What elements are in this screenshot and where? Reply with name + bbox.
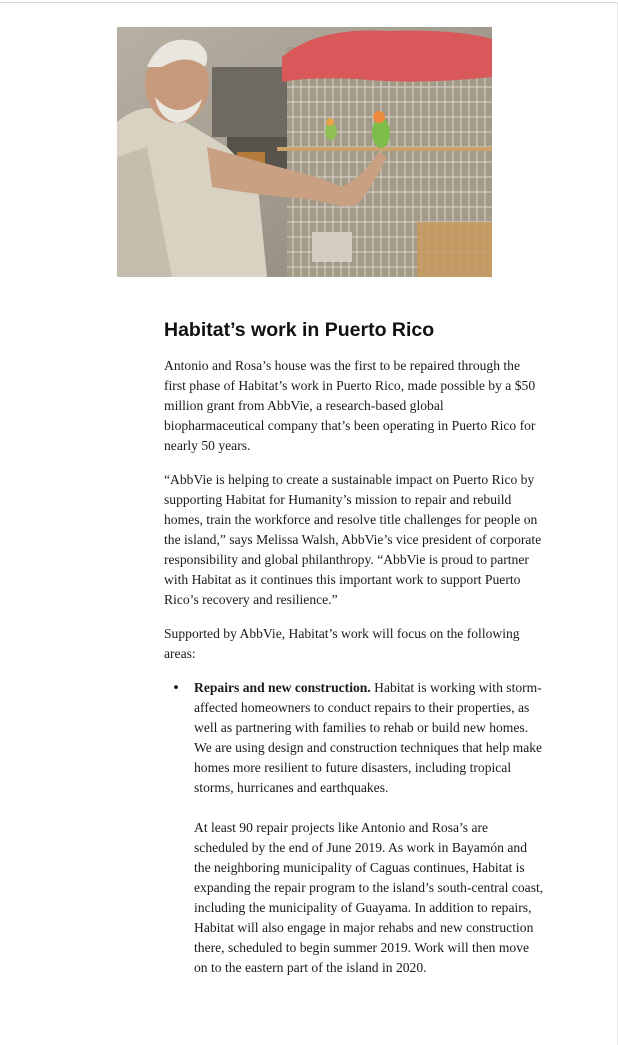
bullet-icon: • <box>172 680 181 696</box>
list-item-title: Repairs and new construction. <box>194 680 371 695</box>
focus-areas-list <box>164 678 544 978</box>
list-item-text <box>194 678 544 798</box>
article-body <box>164 318 544 998</box>
list-item-description: Habitat is working with storm-affected homeowners to conduct repairs to their properties, as well as partnering with families to rehab or build new homes. We are using design and construction techniques that help make homes more resilient to future disasters, including tropical storms, hurricanes and earthquakes. <box>194 680 543 795</box>
hero-photo <box>117 27 492 277</box>
paragraph-quote: “AbbVie is helping to create a sustainable impact on Puerto Rico by supporting Habitat for Humanity’s mission to repair and rebuild homes, train the workforce and resolve title challenges for people on the island,” says Melissa Walsh, AbbVie’s vice president of corporate responsibility and global philanthropy. “AbbVie is proud to partner with Habitat as it continues this important work to support Puerto Rico’s recovery and resilience.” <box>164 472 542 607</box>
top-divider <box>0 2 618 3</box>
list-item <box>164 678 544 978</box>
section-heading: Habitat’s work in Puerto Rico <box>164 319 435 341</box>
list-item-followup: At least 90 repair projects like Antonio and Rosa’s are scheduled by the end of June 2019. As work in Bayamón and the neighboring municipality of Caguas continues, Habitat is expanding the repair program to the island’s south-central coast, including the municipality of Guayama. In addition to repairs, Habitat will also engage in major rehabs and new construction there, scheduled to begin summer 2019. Work will then move on to the eastern part of the island in 2020. <box>194 820 544 975</box>
paragraph-focus-areas: Supported by AbbVie, Habitat’s work will focus on the following areas: <box>164 626 520 661</box>
paragraph-intro: Antonio and Rosa’s house was the first to be repaired through the first phase of Habitat’s work in Puerto Rico, made possible by a $50 million grant from AbbVie, a research-based global biopharmaceutical company that’s been operating in Puerto Rico for nearly 50 years. <box>164 358 536 453</box>
photo-man-with-birdcage <box>117 27 492 277</box>
